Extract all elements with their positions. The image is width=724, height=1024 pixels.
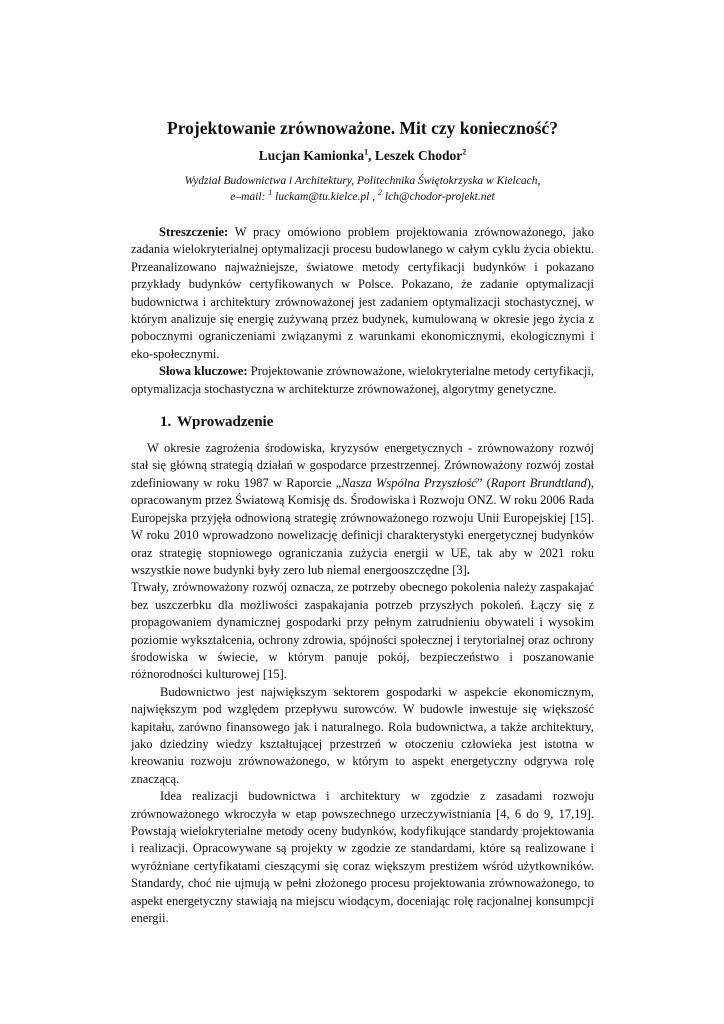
- body-paragraph-2: Trwały, zrównoważony rozwój oznacza, ze potrzeby obecnego pokolenia należy zaspakajać bez uszczerbku dla możliwości zaspakajania potrzeb przyszłych pokoleń. Łączy się z propagowaniem dynamicznej gospodarki przy pełnym zatrudnieniu obywateli i wysokim poziomie wykształcenia, ochrony zdrowia, spójności społecznej i terytorialnej oraz ochrony środowiska w świecie, w którym panuje pokój, bezpieczeństwo i poszanowanie różnorodności kulturowej [15].: [131, 580, 594, 682]
- email-prefix: e–mail:: [230, 191, 269, 203]
- abstract-text: W pracy omówiono problem projektowania zrównoważonego, jako zadania wielokryterialnej optymalizacji procesu budowlanego w całym cyklu życia obiektu. Przeanalizowano najważniejsze, światowe metody certyfikacji budynków i pokazano przykłady budynków certyfikowanych w Polsce. Pokazano, że zadanie optymalizacji budownictwa i architektury zrównoważonej jest zadaniem optymalizacji stochastycznej, w którym analizuje się energię zużywaną przez budynek, kumulowaną w okresie jego życia z pobocznymi ograniczeniami związanymi z warunkami ekonomicznymi, ekologicznymi i eko-społecznymi.: [131, 225, 594, 361]
- keywords-paragraph: [131, 363, 594, 398]
- affiliation-line: Wydział Budownictwa i Architektury, Politechnika Świętokrzyska w Kielcach,: [184, 175, 541, 187]
- email-1: luckam@tu.kielce.pl ,: [272, 191, 378, 203]
- paragraph-1-text-b: ” (: [476, 475, 491, 490]
- author-2-superscript: 2: [462, 147, 467, 157]
- keywords-label: Słowa kluczowe:: [159, 364, 248, 379]
- body-paragraph-1: [131, 440, 594, 579]
- abstract-paragraph: [131, 224, 594, 363]
- author-separator: ,: [368, 148, 375, 163]
- author-1-superscript: 1: [364, 147, 369, 157]
- body-paragraph-3: Budownictwo jest największym sektorem gospodarki w aspekcie ekonomicznym, największym pod względem przepływu surowców. W budowle inwestuje się większość kapitału, zarówno finansowego jak i naturalnego. Rola budownictwa, a także architektury, jako dziedziny wiedzy kształtującej przestrzeń w otoczeniu człowieka jest istotna w kreowaniu rozwoju zrównoważonego, w którym to aspekt energetyczny odgrywa rolę znaczącą.: [131, 684, 594, 786]
- email-line: [131, 189, 594, 205]
- report-name-italic: Raport Brundtland: [490, 475, 587, 490]
- email-2-superscript: 2: [378, 188, 382, 198]
- paragraph-1-text-a: W okresie zagrożenia środowiska, kryzysów energetycznych - zrównoważony rozwój stał się główną strategią działań w gospodarce przestrzennej. Zrównoważony rozwój został zdefiniowany w roku 1987 w Raporcie „: [131, 441, 594, 490]
- author-line: [131, 148, 594, 164]
- paragraph-1-end: .: [466, 562, 470, 577]
- section-title: Wprowadzenie: [177, 414, 274, 431]
- paper-content: [131, 117, 594, 927]
- email-2: lch@chodor-projekt.net: [382, 191, 495, 203]
- paragraph-1-text-c: ), opracowanym przez Światową Komisję ds. Środowiska i Rozwoju ONZ. W roku 2006 Rada Europejska przyjęła odnowioną strategię zrównoważonego rozwoju Unii Europejskiej [15]. W roku 2010 wprowadzono nowelizację definicji charakterystyki energetycznej budynków oraz strategię stopniowego ograniczania zużycia energii w UE, tak aby w 2021 roku wszystkie nowe budynki były zero lub niemal energooszczędne [3]: [131, 475, 595, 577]
- author-1-name: Lucjan Kamionka: [258, 148, 365, 163]
- section-body: [131, 440, 594, 927]
- report-title-italic: Nasza Wspólna Przyszłość: [341, 475, 477, 490]
- body-paragraph-4: Idea realizacji budownictwa i architektury w zgodzie z zasadami rozwoju zrównoważonego wkroczyła w etap powszechnego urzeczywistniania [4, 6 do 9, 17,19]. Powstają wielokryterialne metody oceny budynków, kodyfikujące standardy projektowania i realizacji. Opracowywane są projekty w zgodzie ze standardami, które są realizowane i wyróżniane certyfikatami cieszącymi się coraz większym prestiżem wśród użytkowników. Standardy, choć nie ujmują w pełni złożonego procesu projektowania zrównoważonego, to aspekt energetyczny stawiają na miejscu wiodącym, doceniając rolę racjonalnej konsumpcji energii.: [131, 789, 594, 926]
- affiliation-block: [131, 173, 594, 205]
- abstract-label: Streszczenie:: [159, 225, 229, 239]
- abstract-block: [131, 224, 594, 398]
- section-number: 1.: [160, 414, 172, 431]
- email-1-superscript: 1: [268, 188, 273, 198]
- section-heading: [160, 413, 594, 431]
- paper-title: Projektowanie zrównoważone. Mit czy konieczność?: [167, 118, 558, 138]
- keywords-text: Projektowanie zrównoważone, wielokryterialne metody certyfikacji, optymalizacja stochastyczna w architekturze zrównoważonej, algorytmy genetyczne.: [131, 364, 594, 396]
- author-2-name: Leszek Chodor: [374, 148, 463, 163]
